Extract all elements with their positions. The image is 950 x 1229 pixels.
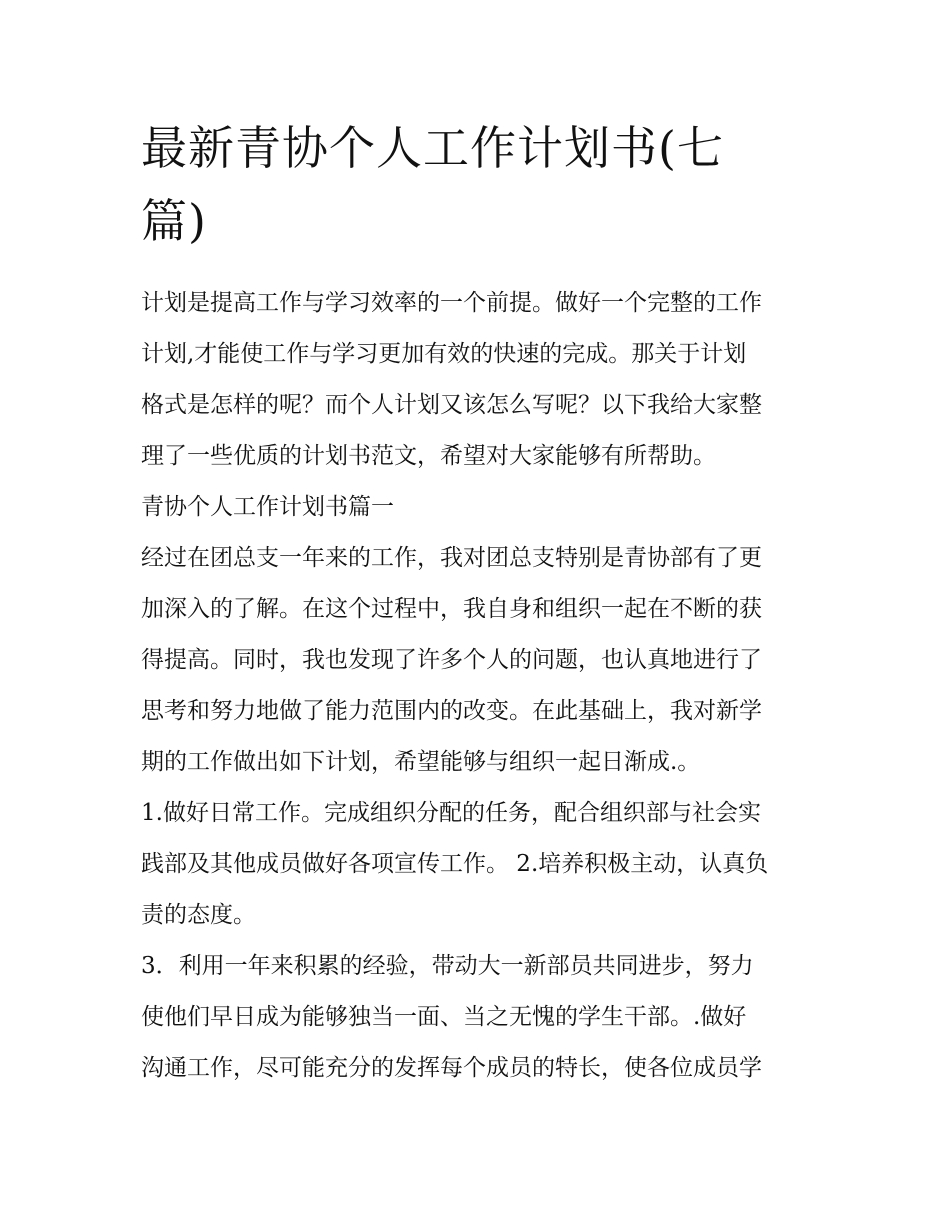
body-paragraph-3 — [141, 941, 813, 1094]
text-line: 计划是提高工作与学习效率的一个前提。做好一个完整的工作 — [141, 290, 762, 316]
title-line: 最新青协个人工作计划书(七 — [141, 121, 724, 175]
intro-paragraph — [141, 278, 813, 482]
text-line: 思考和努力地做了能力范围内的改变。在此基础上，我对新学 — [141, 698, 762, 724]
document-title — [141, 112, 813, 258]
text-line: 经过在团总支一年来的工作，我对团总支特别是青协部有了更 — [141, 545, 762, 571]
text-line: 践部及其他成员做好各项宣传工作。 2.培养积极主动，认真负 — [141, 851, 769, 877]
document-page — [141, 112, 813, 1094]
title-line: 篇) — [141, 194, 207, 248]
text-line: 计划,才能使工作与学习更加有效的快速的完成。那关于计划 — [141, 341, 747, 367]
text-line: 使他们早日成为能够独当一面、当之无愧的学生干部。.做好 — [141, 1004, 747, 1030]
text-line: 责的态度。 — [141, 902, 256, 928]
text-line: 得提高。同时，我也发现了许多个人的问题，也认真地进行了 — [141, 647, 762, 673]
text-line: 格式是怎样的呢？而个人计划又该怎么写呢？以下我给大家整 — [141, 392, 762, 418]
text-line: 期的工作做出如下计划，希望能够与组织一起日渐成.。 — [141, 749, 701, 775]
text-line: 加深入的了解。在这个过程中，我自身和组织一起在不断的获 — [141, 596, 762, 622]
text-line: 沟通工作，尽可能充分的发挥每个成员的特长，使各位成员学 — [141, 1055, 762, 1081]
body-paragraph-2 — [141, 788, 813, 941]
section-heading-text: 青协个人工作计划书篇一 — [141, 494, 394, 520]
section-heading — [141, 482, 813, 533]
text-line: 3．利用一年来积累的经验，带动大一新部员共同进步，努力 — [141, 953, 754, 979]
text-line: 1.做好日常工作。完成组织分配的任务，配合组织部与社会实 — [141, 800, 761, 826]
text-line: 理了一些优质的计划书范文，希望对大家能够有所帮助。 — [141, 443, 716, 469]
body-paragraph-1 — [141, 533, 813, 788]
